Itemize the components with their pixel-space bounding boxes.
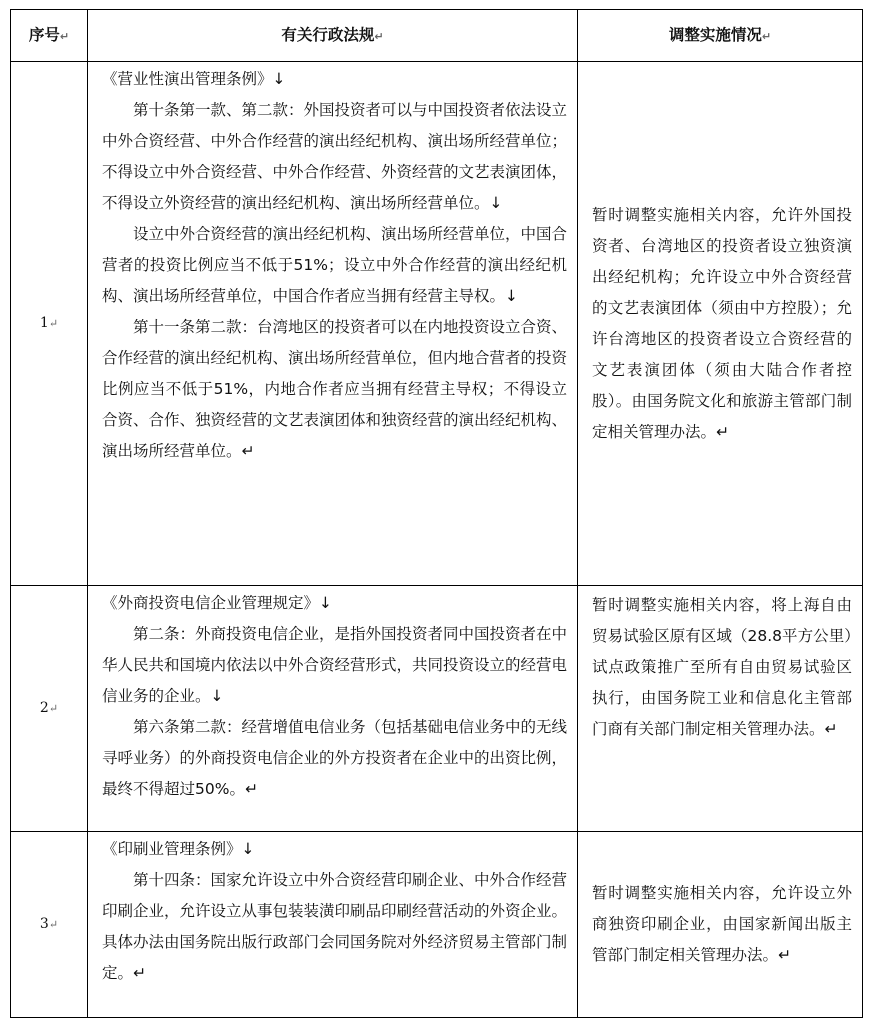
law-paragraph: 设立中外合资经营的演出经纪机构、演出场所经营单位，中国合营者的投资比例应当不低于51%；设立中外合作经营的演出经纪机构、演出场所经营单位，中国合作者应当拥有经营主导权。↓ <box>102 225 568 305</box>
row-number: 1↵ <box>11 62 88 586</box>
law-cell <box>88 832 578 1018</box>
table-row <box>11 62 863 586</box>
law-paragraph: 第十条第一款、第二款：外国投资者可以与中国投资者依法设立中外合资经营、中外合作经营的演出经纪机构、演出场所经营单位；不得设立中外合资经营、中外合作经营、外资经营的文艺表演团体，不得设立外资经营的演出经纪机构、演出场所经营单位。↓ <box>102 101 568 212</box>
adjust-text: 暂时调整实施相关内容，将上海自由贸易试验区原有区域（28.8平方公里）试点政策推广至所有自由贸易试验区执行，由国务院工业和信息化主管部门商有关部门制定相关管理办法。↵ <box>592 596 852 738</box>
adjust-text: 暂时调整实施相关内容，允许外国投资者、台湾地区的投资者设立独资演出经纪机构；允许设立中外合资经营的文艺表演团体（须由中方控股）；允许台湾地区的投资者设立合资经营的文艺表演团体（须由大陆合作者控股）。由国务院文化和旅游主管部门制定相关管理办法。↵ <box>592 205 852 441</box>
law-title: 《印刷业管理条例》↓ <box>102 840 255 858</box>
row-number: 2↵ <box>11 586 88 832</box>
table-row <box>11 586 863 832</box>
law-paragraph: 第六条第二款：经营增值电信业务（包括基础电信业务中的无线寻呼业务）的外商投资电信企业的外方投资者在企业中的出资比例，最终不得超过50%。↵ <box>102 718 568 798</box>
row-number: 3↵ <box>11 832 88 1018</box>
law-paragraph: 第十一条第二款：台湾地区的投资者可以在内地投资设立合资、合作经营的演出经纪机构、演出场所经营单位，但内地合营者的投资比例应当不低于51%，内地合作者应当拥有经营主导权；不得设立合资、合作、独资经营的文艺表演团体和独资经营的演出经纪机构、演出场所经营单位。↵ <box>102 318 568 460</box>
adjust-cell <box>578 832 863 1018</box>
table-header-row <box>11 10 863 62</box>
law-cell <box>88 62 578 586</box>
header-no: 序号↵ <box>11 10 88 62</box>
regulation-table <box>10 9 863 1018</box>
adjust-cell <box>578 586 863 832</box>
law-cell <box>88 586 578 832</box>
law-title: 《营业性演出管理条例》↓ <box>102 70 286 88</box>
table-row <box>11 832 863 1018</box>
law-title: 《外商投资电信企业管理规定》↓ <box>102 594 332 612</box>
law-paragraph: 第二条：外商投资电信企业，是指外国投资者同中国投资者在中华人民共和国境内依法以中外合资经营形式，共同投资设立的经营电信业务的企业。↓ <box>102 625 568 705</box>
adjust-cell <box>578 62 863 586</box>
header-adjust: 调整实施情况↵ <box>578 10 863 62</box>
adjust-text: 暂时调整实施相关内容，允许设立外商独资印刷企业，由国家新闻出版主管部门制定相关管理办法。↵ <box>592 884 852 964</box>
header-law: 有关行政法规↵ <box>88 10 578 62</box>
law-paragraph: 第十四条：国家允许设立中外合资经营印刷企业、中外合作经营印刷企业，允许设立从事包装装潢印刷品印刷经营活动的外资企业。具体办法由国务院出版行政部门会同国务院对外经济贸易主管部门制定。↵ <box>102 871 568 982</box>
